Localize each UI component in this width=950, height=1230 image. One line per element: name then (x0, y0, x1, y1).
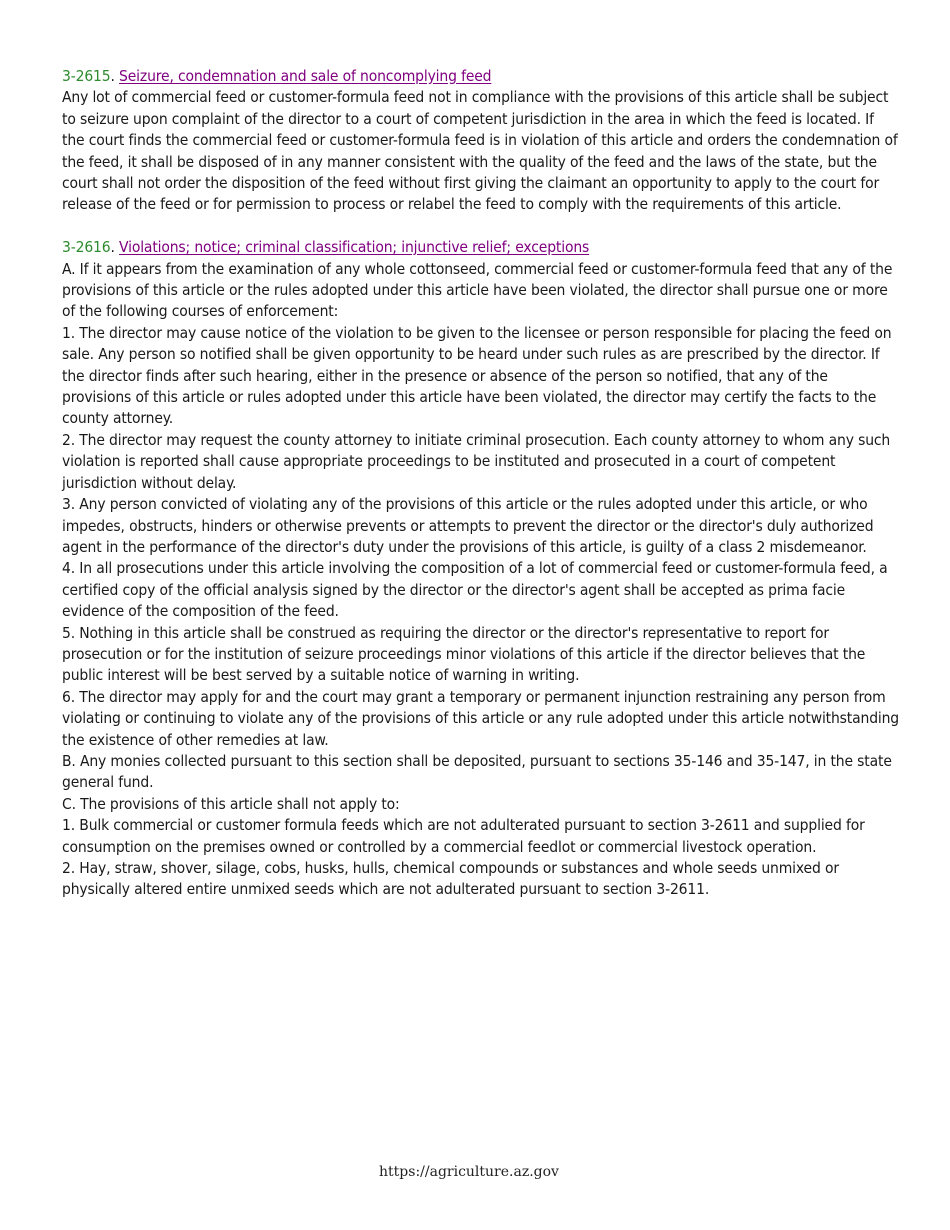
subsection-c-item-1: 1. Bulk commercial or customer formula feeds which are not adulterated pursuant to section 3-2611 and supplied for consumption on the premises owned or controlled by a commercial feedlot or commercial livestock operation. (62, 816, 865, 856)
section-3-2616 (62, 237, 900, 901)
section-title-link[interactable]: Violations; notice; criminal classification; injunctive relief; exceptions (119, 238, 590, 257)
section-heading: 3-2615. Seizure, condemnation and sale of noncomplying feed (62, 67, 492, 85)
page-footer-url: https://agriculture.az.gov (379, 1164, 559, 1180)
section-number: 3-2615 (62, 67, 111, 85)
subsection-a-item-6: 6. The director may apply for and the court may grant a temporary or permanent injunction restraining any person from violating or continuing to violate any of the provisions of this article or any rule adopted under this article notwithstanding the existence of other remedies at law. (62, 687, 900, 749)
section-number: 3-2616 (62, 238, 111, 257)
subsection-c-intro: C. The provisions of this article shall not apply to: (62, 794, 400, 813)
section-paragraph: Any lot of commercial feed or customer-formula feed not in compliance with the provisions of this article shall be subject to seizure upon complaint of the director to a court of competent jurisdiction in the area in which the feed is located. If the court finds the commercial feed or customer-formula feed is in violation of this article and orders the condemnation of the feed, it shall be disposed of in any manner consistent with the quality of the feed and the laws of the state, but the court shall not order the disposition of the feed without first giving the claimant an opportunity to apply to the court for release of the feed or for permission to process or relabel the feed to comply with the requirements of this article. (62, 88, 898, 214)
subsection-c-item-2: 2. Hay, straw, shover, silage, cobs, husks, hulls, chemical compounds or substances and whole seeds unmixed or physically altered entire unmixed seeds which are not adulterated pursuant to section 3-2611. (62, 859, 839, 899)
subsection-a-item-5: 5. Nothing in this article shall be construed as requiring the director or the director's representative to report for prosecution or for the institution of seizure proceedings minor violations of this article if the director believes that the public interest will be best served by a suitable notice of warning in writing. (62, 623, 866, 685)
subsection-a-item-3: 3. Any person convicted of violating any of the provisions of this article or the rules adopted under this article, or who impedes, obstructs, hinders or otherwise prevents or attempts to prevent the director or the director's duly authorized agent in the performance of the director's duty under the provisions of this article, is guilty of a class 2 misdemeanor. (62, 495, 874, 556)
section-title-link[interactable]: Seizure, condemnation and sale of noncomplying feed (119, 67, 492, 85)
document-body (62, 66, 900, 922)
subsection-a-item-2: 2. The director may request the county attorney to initiate criminal prosecution. Each county attorney to whom any such violation is reported shall cause appropriate proceedings to be instituted and prosecuted in a court of competent jurisdiction without delay. (62, 430, 891, 492)
subsection-a-item-4: 4. In all prosecutions under this article involving the composition of a lot of commercial feed or customer-formula feed, a certified copy of the official analysis signed by the director or the director's agent shall be accepted as prima facie evidence of the composition of the feed. (62, 559, 888, 621)
section-heading: 3-2616. Violations; notice; criminal classification; injunctive relief; exceptions (62, 238, 590, 257)
section-3-2615 (62, 66, 900, 216)
subsection-b: B. Any monies collected pursuant to this section shall be deposited, pursuant to sections 35-146 and 35-147, in the state general fund. (62, 751, 892, 792)
subsection-a-item-1: 1. The director may cause notice of the violation to be given to the licensee or person responsible for placing the feed on sale. Any person so notified shall be given opportunity to be heard under such rules as are prescribed by the director. If the director finds after such hearing, either in the presence or absence of the person so notified, that any of the provisions of this article or rules adopted under this article have been violated, the director may certify the facts to the county attorney. (62, 323, 892, 428)
subsection-a-intro: A. If it appears from the examination of any whole cottonseed, commercial feed or customer-formula feed that any of the provisions of this article or the rules adopted under this article have been violated, the director shall pursue one or more of the following courses of enforcement: (62, 259, 893, 321)
